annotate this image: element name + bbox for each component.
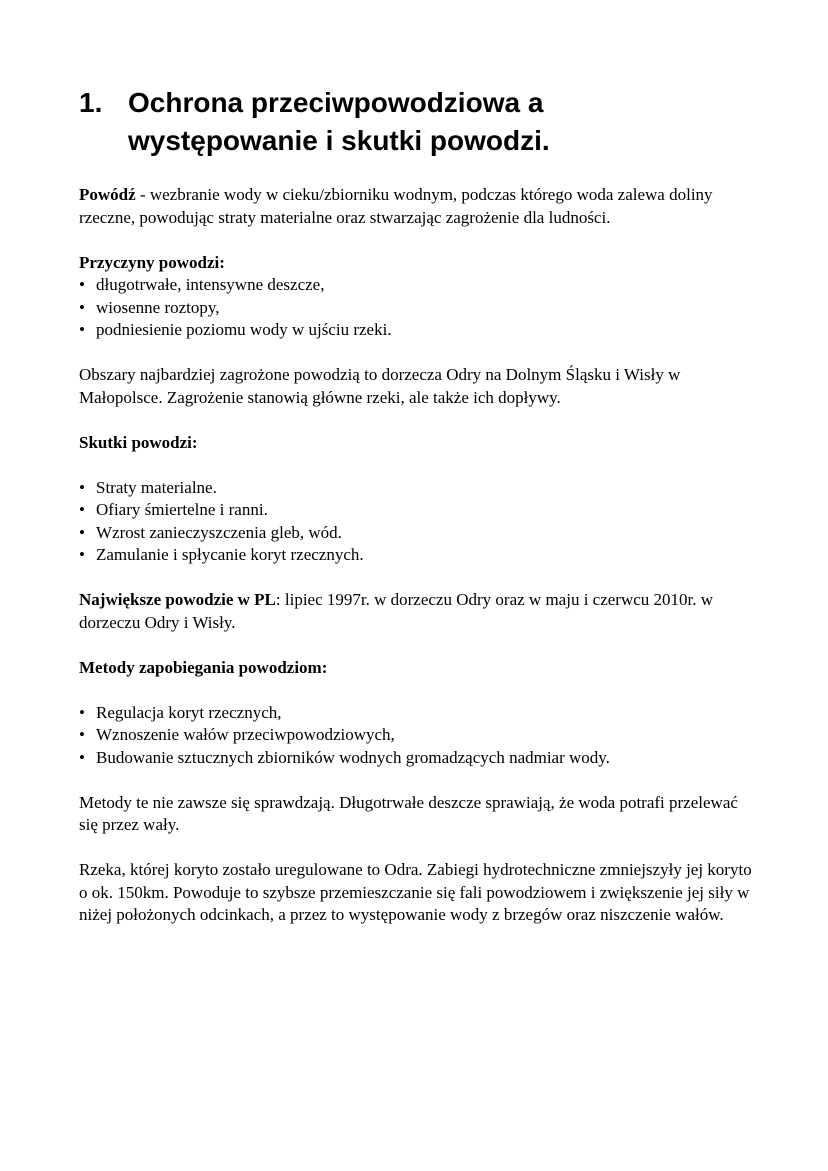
page-title: [79, 84, 779, 160]
section-number: 1.: [79, 87, 103, 118]
definition-paragraph: [79, 184, 759, 229]
list-item: • długotrwałe, intensywne deszcze,: [79, 274, 759, 297]
prevention-heading: Metody zapobiegania powodziom:: [79, 657, 328, 677]
methods-paragraph: Metody te nie zawsze się sprawdzają. Długotrwałe deszcze sprawiają, że woda potrafi przelewać się przez wały.: [79, 792, 738, 834]
list-item: • Wznoszenie wałów przeciwpowodziowych,: [79, 724, 759, 747]
document-body: [79, 184, 759, 927]
odra-paragraph: Rzeka, której koryto zostało uregulowane to Odra. Zabiegi hydrotechniczne zmniejszyły jej koryto o ok. 150km. Powoduje to szybsze przemieszczanie się fali powodziowem i zwiększenie jej siły w niżej położonych odcinkach, a przez to występowanie wody z brzegów oraz niszczenie wałów.: [79, 860, 752, 924]
prevention-list: [79, 702, 759, 770]
list-item: • Ofiary śmiertelne i ranni.: [79, 499, 759, 522]
definition-text: - wezbranie wody w cieku/zbiorniku wodnym, podczas którego woda zalewa doliny rzeczne, powodując straty materialne oraz stwarzając zagrożenie dla ludności.: [79, 185, 713, 227]
section-title: Ochrona przeciwpowodziowa a występowanie i skutki powodzi.: [128, 87, 550, 156]
largest-floods-paragraph: [79, 589, 759, 634]
list-item: • podniesienie poziomu wody w ujściu rzeki.: [79, 319, 759, 342]
causes-list: [79, 274, 759, 342]
list-item: • wiosenne roztopy,: [79, 297, 759, 320]
list-item: • Zamulanie i spłycanie koryt rzecznych.: [79, 544, 759, 567]
largest-floods-label: Największe powodzie w PL: [79, 590, 276, 609]
definition-term: Powódź: [79, 185, 136, 204]
effects-heading: Skutki powodzi:: [79, 432, 198, 452]
largest-floods-text: : lipiec 1997r. w dorzeczu Odry oraz w maju i czerwcu 2010r. w dorzeczu Odry i Wisły.: [79, 590, 714, 632]
effects-list: [79, 477, 759, 567]
list-item: • Straty materialne.: [79, 477, 759, 500]
causes-heading: Przyczyny powodzi:: [79, 252, 225, 272]
list-item: • Wzrost zanieczyszczenia gleb, wód.: [79, 522, 759, 545]
areas-paragraph: Obszary najbardziej zagrożone powodzią to dorzecza Odry na Dolnym Śląsku i Wisły w Małopolsce. Zagrożenie stanowią główne rzeki, ale także ich dopływy.: [79, 365, 681, 407]
list-item: • Budowanie sztucznych zbiorników wodnych gromadzących nadmiar wody.: [79, 747, 759, 770]
list-item: • Regulacja koryt rzecznych,: [79, 702, 759, 725]
